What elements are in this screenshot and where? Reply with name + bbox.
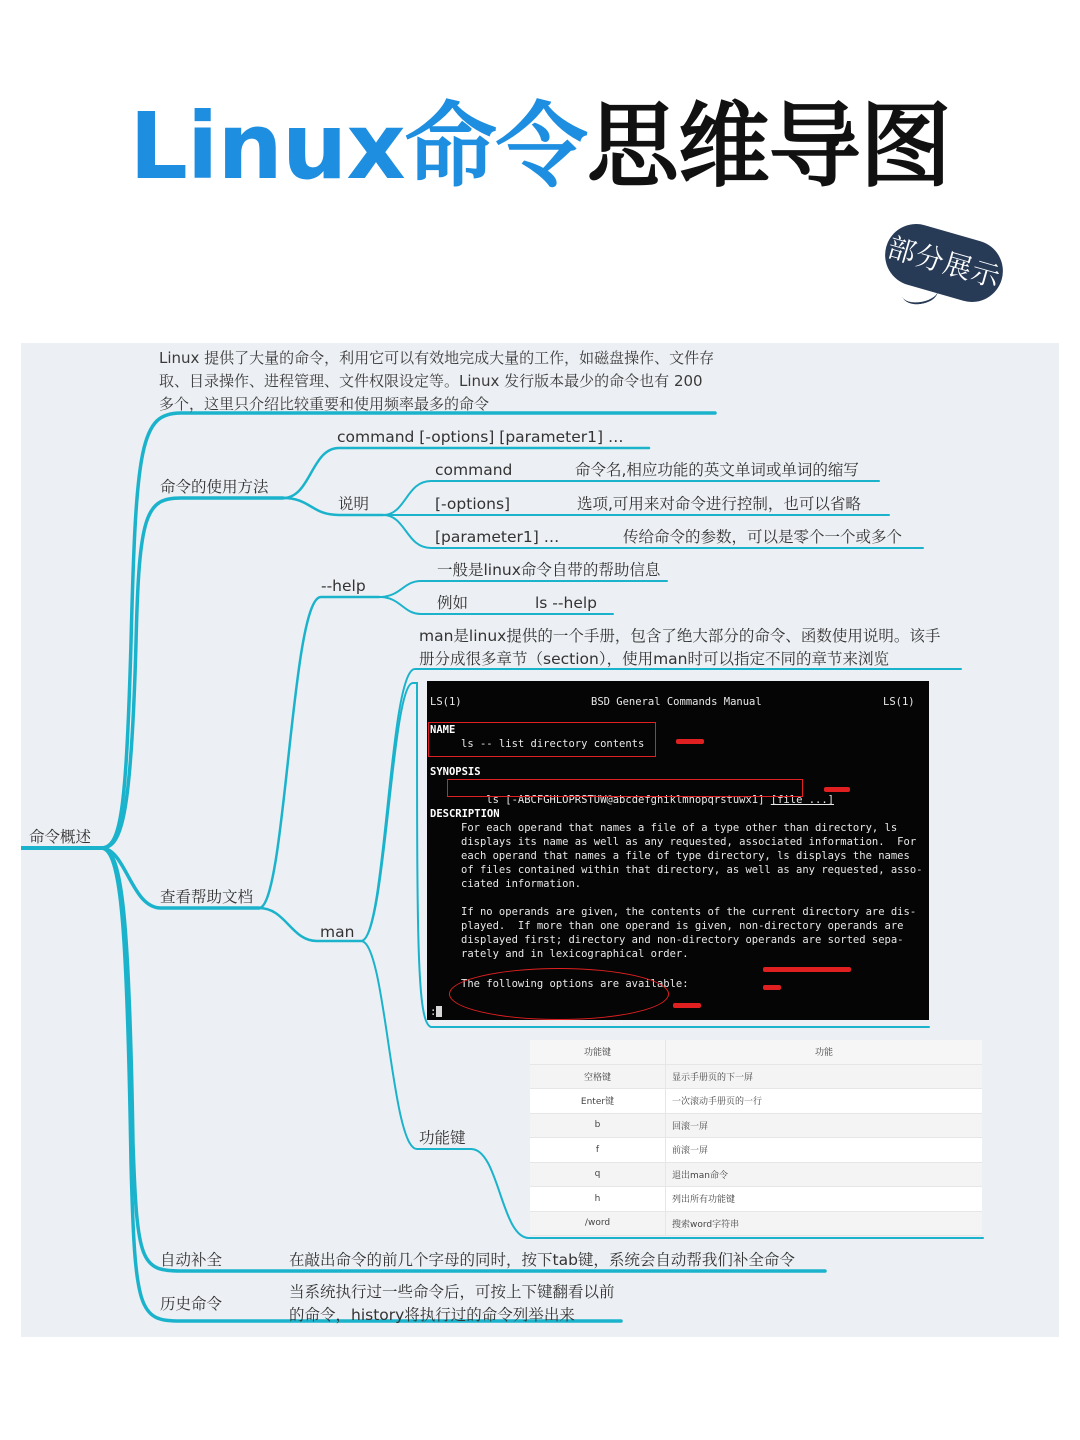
branch-help-desc [379,581,667,597]
item-desc-3: 传给命令的参数，可以是零个一个或多个 [623,528,903,546]
table-header-row [530,1040,982,1064]
history-desc: 当系统执行过一些命令后，可按上下键翻看以前的命令，history将执行过的命令列举出来 [289,1283,615,1324]
page-title [0,92,1080,202]
terminal-synopsis-file: [file ...] [770,794,834,806]
terminal-desc-line: displays its name as well as any requested, associated information. For [461,836,917,848]
history-node: 历史命令 [160,1295,223,1313]
terminal-header-left: LS(1) [430,696,462,708]
table-header-function: 功能 [666,1040,983,1064]
table-row [530,1064,982,1089]
function-cell: 搜索word字符串 [666,1211,983,1236]
title-blue-part: Linux命令 [129,93,587,200]
function-cell: 列出所有功能键 [666,1187,983,1212]
help-example-cmd: ls --help [535,594,597,612]
help-example-label: 例如 [437,594,469,612]
item-desc-2: 选项,可用来对命令进行控制，也可以省略 [577,495,861,513]
terminal-synopsis-cmd: ls [-ABCFGHLOPRSTUW@abcdefghiklmnopqrstuwx1] [486,794,765,806]
table-row [530,1089,982,1114]
key-cell: Enter键 [530,1089,666,1114]
function-cell: 回滚一屏 [666,1113,983,1138]
man-desc: man是linux提供的一个手册，包含了绝大部分的命令、函数使用说明。该手册分成很多章节（section），使用man时可以指定不同的章节来浏览 [419,627,941,668]
help-desc: 一般是linux命令自带的帮助信息 [437,561,661,579]
annotation-tag-cursor [673,1003,701,1008]
annotation-ellipse-options [449,968,669,1020]
terminal-desc-line: displayed first; directory and non-directory operands are sorted sepa- [461,934,904,946]
terminal-desc-line: rately and in lexicographical order. [461,948,689,960]
help-docs-node: 查看帮助文档 [160,888,254,906]
key-cell: /word [530,1211,666,1236]
root-node: 命令概述 [29,828,92,846]
partial-display-badge: 部分展示 [878,217,1010,310]
table-header-key: 功能键 [530,1040,666,1064]
terminal-cursor [436,1006,442,1017]
usage-syntax: command [-options] [parameter1] … [337,428,624,446]
item-desc-1: 命令名,相应功能的英文单词或单词的缩写 [575,461,859,479]
man-node: man [320,923,355,941]
function-cell: 前滚一屏 [666,1138,983,1163]
terminal-name-heading: NAME [430,724,456,736]
table-row [530,1162,982,1187]
key-cell: f [530,1138,666,1163]
function-cell: 退出man命令 [666,1162,983,1187]
terminal-synopsis-heading: SYNOPSIS [430,766,481,778]
annotation-box-name [428,722,656,757]
terminal-header-right: LS(1) [883,696,915,708]
key-cell: b [530,1113,666,1138]
terminal-desc-line: each operand that names a file of type directory, ls displays the names [461,850,910,862]
table-row [530,1113,982,1138]
function-cell: 一次滚动手册页的一行 [666,1089,983,1114]
terminal-prompt: : [430,1006,437,1018]
terminal-desc-line: of files contained within that directory, as well as any requested, asso- [461,864,923,876]
man-page-terminal [427,681,929,1020]
terminal-desc-line: played. If more than one operand is given, non-directory operands are [461,920,904,932]
terminal-description-heading: DESCRIPTION [430,808,500,820]
table-row [530,1138,982,1163]
annotation-tag-scroll [763,967,851,972]
autocomplete-node: 自动补全 [160,1251,223,1269]
key-cell: 空格键 [530,1064,666,1089]
item-term-2: [-options] [435,495,511,513]
annotation-box-synopsis [447,779,803,797]
table-row [530,1211,982,1236]
annotation-tag-quit [763,985,781,990]
keys-node: 功能键 [419,1129,466,1147]
autocomplete-desc: 在敲出命令的前几个字母的同时，按下tab键，系统会自动帮我们补全命令 [289,1251,795,1269]
key-cell: q [530,1162,666,1187]
explain-node: 说明 [338,495,370,513]
intro-text: Linux 提供了大量的命令，利用它可以有效地完成大量的工作，如磁盘操作、文件存取、目录操作、进程管理、文件权限设定等。Linux 发行版本最少的命令也有 200 多个，这里只介绍比较重要和使用频率最多的命令 [159,349,715,413]
item-term-1: command [435,461,513,479]
key-cell: h [530,1187,666,1212]
terminal-name-line: ls -- list directory contents [461,738,645,750]
terminal-desc-line: ciated information. [461,878,582,890]
terminal-desc-line: If no operands are given, the contents of the current directory are dis- [461,906,917,918]
title-black-part: 思维导图 [586,93,951,200]
branch-help [259,597,379,908]
annotation-tag-name [676,739,704,744]
terminal-desc-line: For each operand that names a file of a type other than directory, ls [461,822,898,834]
function-key-table [530,1040,982,1236]
help-node: --help [321,577,366,595]
terminal-desc-line: The following options are available: [461,978,689,990]
table-row [530,1187,982,1212]
terminal-header-center: BSD General Commands Manual [591,696,762,708]
badge-swoosh-decoration [900,279,939,307]
item-term-3: [parameter1] … [435,528,560,546]
function-cell: 显示手册页的下一屏 [666,1064,983,1089]
usage-node: 命令的使用方法 [160,478,269,496]
annotation-tag-synopsis [824,787,850,792]
